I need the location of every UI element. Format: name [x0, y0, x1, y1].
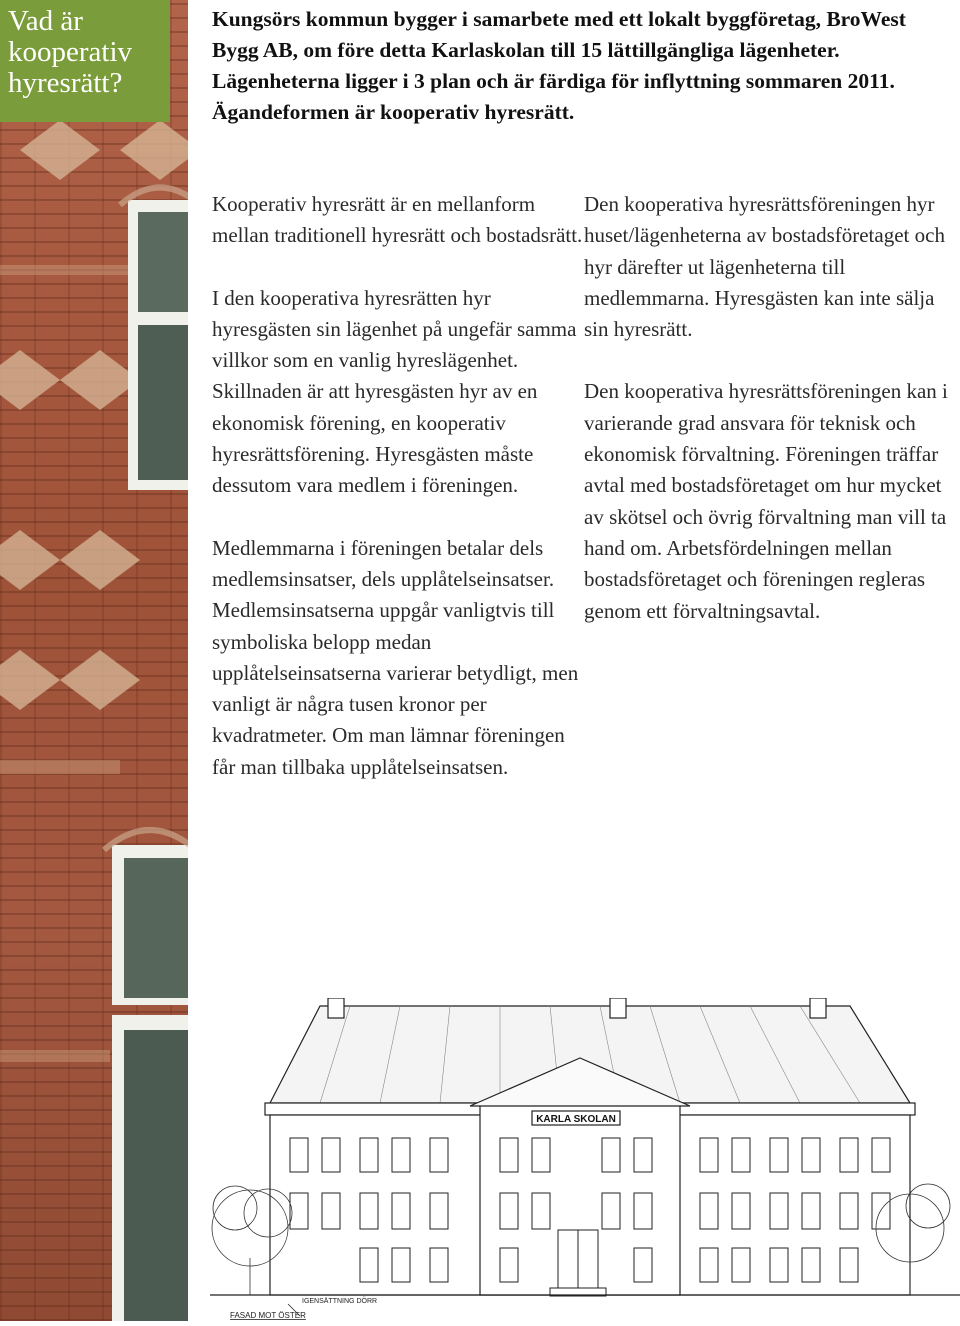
- facade-drawing: [210, 998, 960, 1321]
- intro-text: Kungsörs kommun bygger i samarbete med ett lokalt byggföretag, BroWest Bygg AB, om före detta Karlaskolan till 15 lättillgängliga lägenheter. Lägenheterna ligger i 3 plan och är färdiga för inflyttning sommaren 2011. Ägandeformen är kooperativ hyresrätt.: [212, 7, 906, 124]
- drawing-caption: FASAD MOT ÖSTER: [230, 1311, 306, 1320]
- left-paragraph-3: Medlemmarna i föreningen betalar dels medlemsinsatser, dels upplåtelseinsatser. Medlemsinsatserna uppgår vanligtvis till symboliska belopp medan upplåtelseinsatserna varierar betydligt, men vanligt är några tusen kronor per kvadratmeter. Om man lämnar föreningen får man tillbaka upplåtelseinsatsen.: [212, 535, 579, 779]
- right-column: [584, 189, 960, 658]
- facade-sign: KARLA SKOLAN: [536, 1114, 616, 1125]
- facade-elevation-svg: [210, 998, 960, 1321]
- sidebar-title-box: [0, 0, 170, 122]
- left-paragraph-1: Kooperativ hyresrätt är en mellanform mellan traditionell hyresrätt och bostadsrätt.: [212, 192, 583, 248]
- left-column: [212, 189, 584, 814]
- left-paragraph-2: I den kooperativa hyresrätten hyr hyresgästen sin lägenhet på ungefär samma villkor som en vanlig hyreslägenhet. Skillnaden är att hyresgästen hyr av en ekonomisk förening, en kooperativ hyresrättsförening. Hyresgästen måste dessutom vara medlem i föreningen.: [212, 285, 577, 498]
- right-paragraph-1: Den kooperativa hyresrättsföreningen hyr huset/lägenheterna av bostadsföretaget och hyr därefter ut lägenheterna till medlemmarna. Hyresgästen kan inte sälja sin hyresrätt.: [584, 192, 945, 342]
- right-paragraph-2: Den kooperativa hyresrättsföreningen kan i varierande grad ansvara för teknisk och ekonomisk förvaltning. Föreningen träffar avtal med bostadsföretaget om hur mycket av skötsel och övrig förvaltning man vill ta hand om. Arbetsfördelningen mellan bostadsföretaget och föreningen regleras genom ett förvaltningsavtal.: [584, 379, 948, 623]
- brick-facade-photo: [0, 0, 188, 1321]
- door-note: IGENSÄTTNING DÖRR: [302, 1298, 378, 1305]
- sidebar-title: Vad är kooperativ hyresrätt?: [8, 5, 133, 99]
- facade-photo-detail: [0, 0, 188, 1321]
